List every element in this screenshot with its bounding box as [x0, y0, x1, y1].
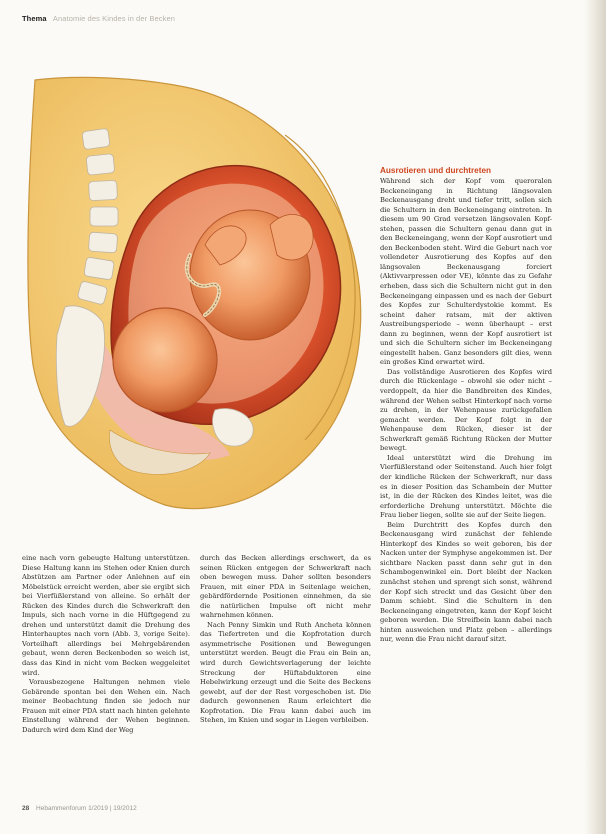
page-header: [22, 14, 175, 23]
page-number: 28: [22, 805, 30, 812]
fetal-head: [113, 308, 217, 412]
header-kicker: Thema: [22, 14, 47, 23]
column-paragraph: durch das Becken allerdings erschwert, da es seinen Rücken entgegen der Schwerkraft nach oben bewegen muss. Daher sollten besonders Frauen, mit einer PDA in Seitenlage weichen, gebärdfördernde Positionen einnehmen, da sie die natürlichen Impulse oft nicht mehr wahrnehmen können.: [200, 554, 371, 620]
issue-label: Hebammenforum 1/2019 | 19/2012: [36, 805, 137, 812]
text-column-right: [380, 165, 552, 825]
header-subtitle: Anatomie des Kindes in der Becken: [52, 14, 175, 23]
anatomy-illustration: [15, 75, 370, 515]
page-edge-shadow: [584, 0, 606, 834]
column-paragraph: Vorausbezogene Haltungen nehmen viele Gebärende spontan bei den Wehen ein. Nach meiner Beobachtung finden sie jedoch nur Frauen mit einer PDA statt nach hinten gelehnte Einstellung während der Wehen beginnen. Dadurch wird dem Kind der Weg: [22, 678, 190, 734]
column-paragraph: Ideal unterstützt wird die Drehung im Vierfüßlerstand oder Seitenstand. Auch hier folgt der kindliche Rücken der Schwerkraft, nur dass es in dieser Position das Schambein der Mutter ist, in die der Rücken des Kindes leitet, was die erforderliche Drehung unterstützt. Möchte die Frau lieber liegen, sollte sie auf der Seite liegen.: [380, 453, 552, 520]
section-heading: Ausrotieren und durchtreten: [380, 166, 491, 175]
fetal-leg: [270, 214, 313, 260]
column-paragraph: Beim Durchtritt des Kopfes durch den Beckenausgang wird zunächst der fehlende Hinterkopf des Kindes so weit geboren, bis der Nacken unter der Symphyse angekommen ist. Der sichtbare Nacken passt dann sehr gut in den Schambogenwinkel ein. Dort bleibt der Nacken zunächst stehen und sprengt sich sonst, während der Kopf sich streckt und das Gesicht über den Damm schiebt. Sind die Schultern in den Beckeneingang eingetreten, kann der Kopf leicht geboren werden. Die Streifbein kann dabei nach hinten ausweichen und Platz geben – allerdings nur, wenn die Frau nicht darauf sitzt.: [380, 520, 552, 644]
column-paragraph: Das vollständige Ausrotieren des Kopfes wird durch die Rückenlage – obwohl sie oder nicht – verdoppelt, da hier die Bandbreiten des Kindes, während der Wehen selbst Hinterkopf nach vorne zu drehen, in der Wehenpause zurückgefallen gemacht werden. Der Kopf folgt in der Wehenpause dem Rücken, dieser ist der Schwerkraft gemäß Richtung Rücken der Mutter bewegt.: [380, 367, 552, 453]
text-column-middle: [200, 554, 371, 794]
page-footer: [22, 805, 137, 812]
text-column-left: [22, 554, 190, 794]
column-paragraph: Nach Penny Simkin und Ruth Ancheta können das Tiefertreten und die Kopfrotation durch asymmetrische Positionen und Bewegungen unterstützt werden. Beugt die Frau ein Bein an, wird durch Gewichtsverlagerung der leichte Streckung der Hüftabduktoren eine Hebelwirkung erzeugt und die Seite des Beckens gewebt, auf der der Rest vorgeschoben ist. Die dadurch gewonnenen Raum erleichtert die Kopfrotation. Die Frau kann dabei auch im Stehen, im Knien und sogar in Liegen verbleiben.: [200, 620, 371, 725]
column-paragraph: eine nach vorn gebeugte Haltung unterstützen. Diese Haltung kann im Stehen oder Knien durch Abstützen am Partner oder Anlehnen auf ein Möbelstück erreicht werden, aber sie ergibt sich bei Vierfüßlerstand von alleine. So erhält der Rücken des Kindes durch die Schwerkraft den Impuls, sich nach vorne in die Hüftgegend zu drehen und unterstützt damit die Drehung des Hinterhauptes nach vorn (Abb. 3, vorige Seite). Vorteilhaft allerdings bei Mehrgebärenden gebaut, wenn deren Beckenboden so weich ist, dass das Kind in nicht vom Becken weggeleitet wird.: [22, 554, 190, 677]
column-paragraph: Während sich der Kopf vom queroralen Beckeneingang in Richtung längsovalen Beckenausgang dreht und tiefer tritt, sollen sich die Schultern in den Beckeneingang eintreten. In diesem um 90 Grad versetzen längsovalen Kopf-stehen, passen die Schultern genau dann gut in den Beckeneingang, wenn der Kopf ausrotiert und den Beckenboden steht. Wird die Geburt nach vor vollendeter Ausrotierung des Kopfes auf den längsovalen Beckenausgang forciert (Aktivvarpressen oder VE), könnte das zu Gefahr erheben, dass sich die Schultern nicht gut in den Beckeneingang einpassen und es nach der Geburt des Kopfes zur Schulterdystokie kommt. Es scheint daher ratsam, mit der aktiven Austreibungsperiode – wenn überhaupt – erst dann zu beginnen, wenn der Kopf ausrotiert ist und sich die Schultern sicher im Beckeneingang eingestellt haben. Ganz besonders gilt dies, wenn ein großes Kind erwartet wird.: [380, 177, 552, 367]
